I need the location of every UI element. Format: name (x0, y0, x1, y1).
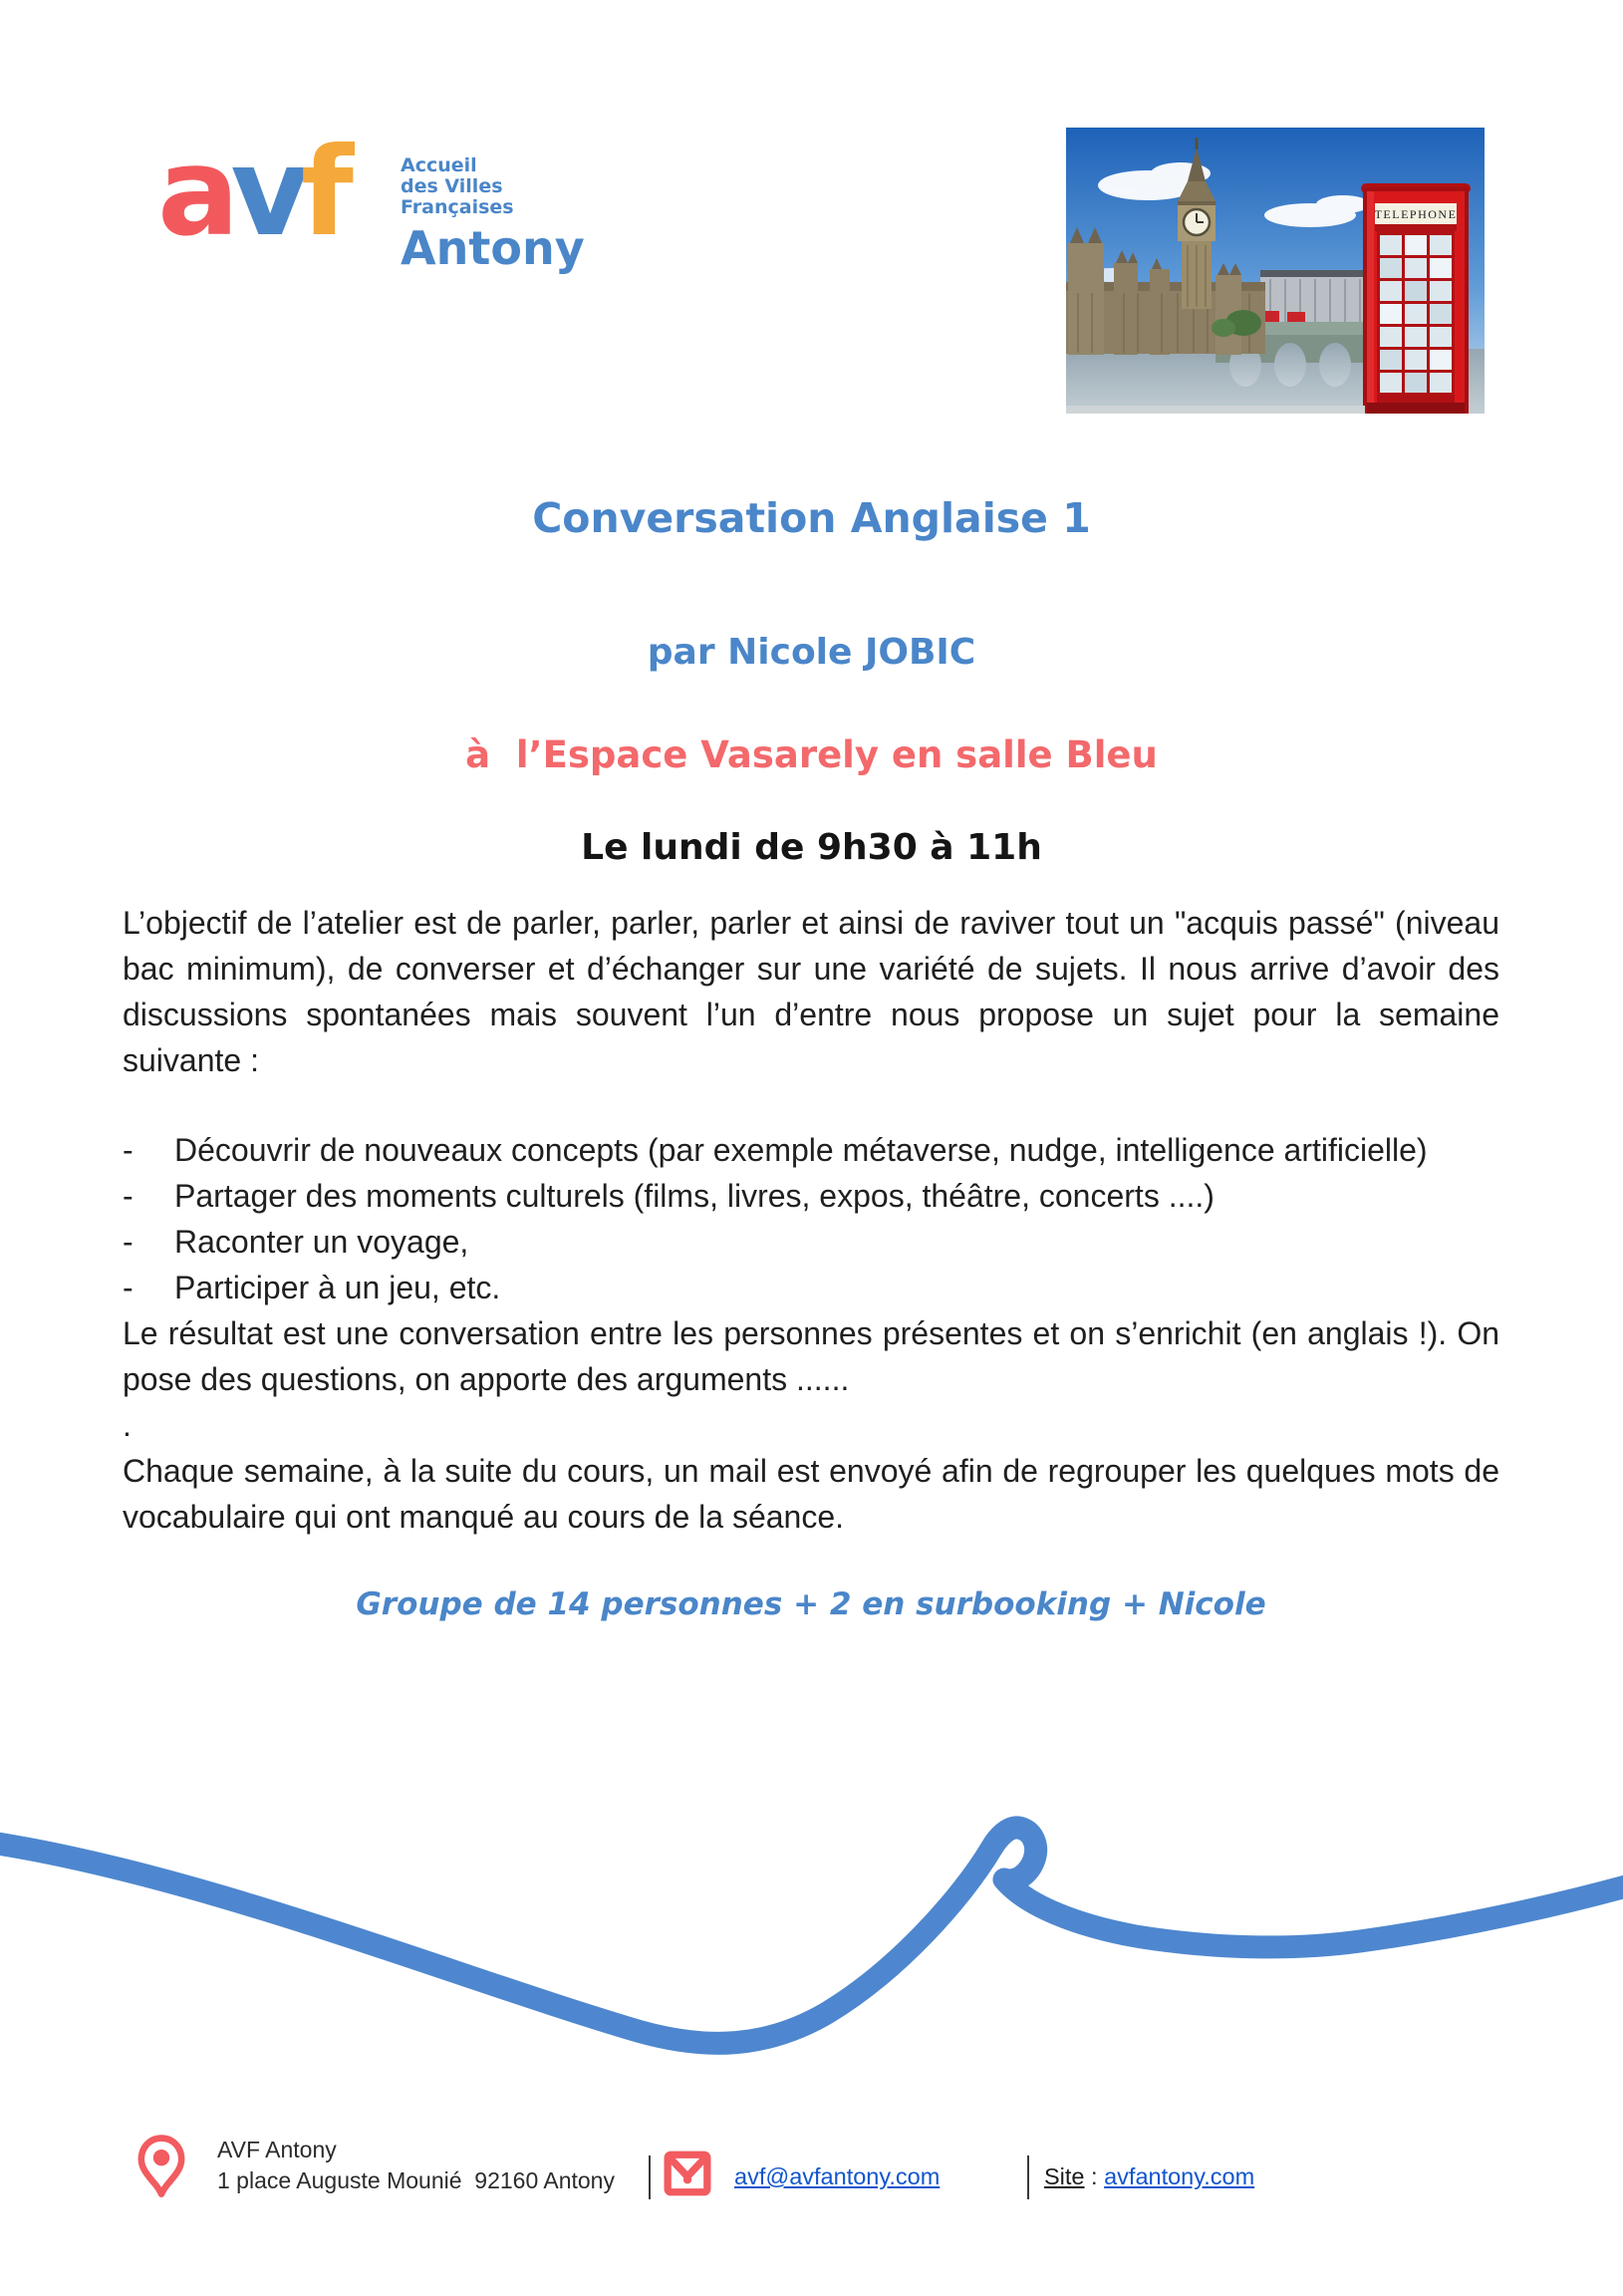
footer-address: 1 place Auguste Mounié 92160 Antony (217, 2167, 615, 2193)
bullet-marker: - (123, 1270, 134, 1305)
author-line: par Nicole JOBIC (647, 632, 976, 673)
logo-letter-f: f (300, 122, 345, 263)
bullet-text: Partager des moments culturels (films, livres, expos, théâtre, concerts ....) (174, 1178, 1215, 1214)
bullet-item (123, 1173, 1499, 1219)
page-title: Conversation Anglaise 1 (532, 494, 1091, 542)
bullet-text: Découvrir de nouveaux concepts (par exemple métaverse, nudge, intelligence artificielle) (174, 1132, 1428, 1168)
quay-strip (1066, 406, 1365, 414)
avf-logo (157, 122, 585, 285)
intro-paragraph: L’objectif de l’atelier est de parler, parler, parler et ainsi de raviver tout un "acquis passé" (niveau bac minimum), de converser et d’échanger sur une variété de sujets. Il nous arrive d’avoir des discussions spontanées mais souvent l’un d’entre nous propose un sujet pour la semaine suivante : (123, 905, 1499, 1078)
bullet-text: Raconter un voyage, (174, 1224, 469, 1260)
weekly-mail-paragraph: Chaque semaine, à la suite du cours, un mail est envoyé afin de regrouper les quelques mots de vocabulaire qui ont manqué au cours de la séance. (123, 1453, 1499, 1535)
group-size-note: Groupe de 14 personnes + 2 en surbooking + Nicole (356, 1586, 1266, 1622)
location-pin-icon (137, 2135, 185, 2200)
bullet-text: Participer à un jeu, etc. (174, 1270, 501, 1305)
logo-letter-a: a (157, 122, 231, 263)
result-paragraph: Le résultat est une conversation entre les personnes présentes et on s’enrichit (en anglais !). On pose des questions, on apporte des arguments ...... (123, 1315, 1499, 1397)
logo-tagline-line: des Villes (401, 175, 503, 197)
telephone-sign-text: TELEPHONE (1374, 207, 1458, 221)
bullet-item (123, 1219, 1499, 1265)
bullet-marker: - (123, 1132, 134, 1168)
bullet-marker: - (123, 1224, 134, 1260)
logo-letter-v: v (230, 122, 301, 263)
logo-city-name: Antony (401, 221, 585, 275)
site-label: Site (1044, 2163, 1085, 2189)
logo-tagline-line: Françaises (401, 196, 514, 218)
site-link[interactable]: avfantony.com (1104, 2163, 1255, 2189)
bullet-item (123, 1265, 1499, 1310)
footer-divider (649, 2155, 651, 2199)
location-line: à l’Espace Vasarely en salle Bleu (465, 733, 1158, 776)
footer-org-name: AVF Antony (217, 2137, 337, 2162)
london-photo (1066, 128, 1485, 414)
logo-tagline (401, 155, 514, 218)
footer-site-line (1044, 2163, 1254, 2190)
dot-line: . (123, 1407, 132, 1443)
decorative-wave (0, 1784, 1623, 2103)
footer-divider (1027, 2155, 1029, 2199)
telephone-box-icon (1361, 183, 1471, 414)
site-separator: : (1084, 2163, 1105, 2189)
bullet-list (123, 1127, 1499, 1310)
bullet-item (123, 1127, 1499, 1173)
avf-logo-letters (157, 122, 345, 263)
logo-tagline-line: Accueil (401, 154, 477, 176)
bullet-marker: - (123, 1178, 134, 1214)
schedule-line: Le lundi de 9h30 à 11h (581, 827, 1042, 868)
email-icon (664, 2151, 711, 2196)
body-content (123, 900, 1499, 1627)
email-link[interactable]: avf@avfantony.com (734, 2163, 941, 2189)
